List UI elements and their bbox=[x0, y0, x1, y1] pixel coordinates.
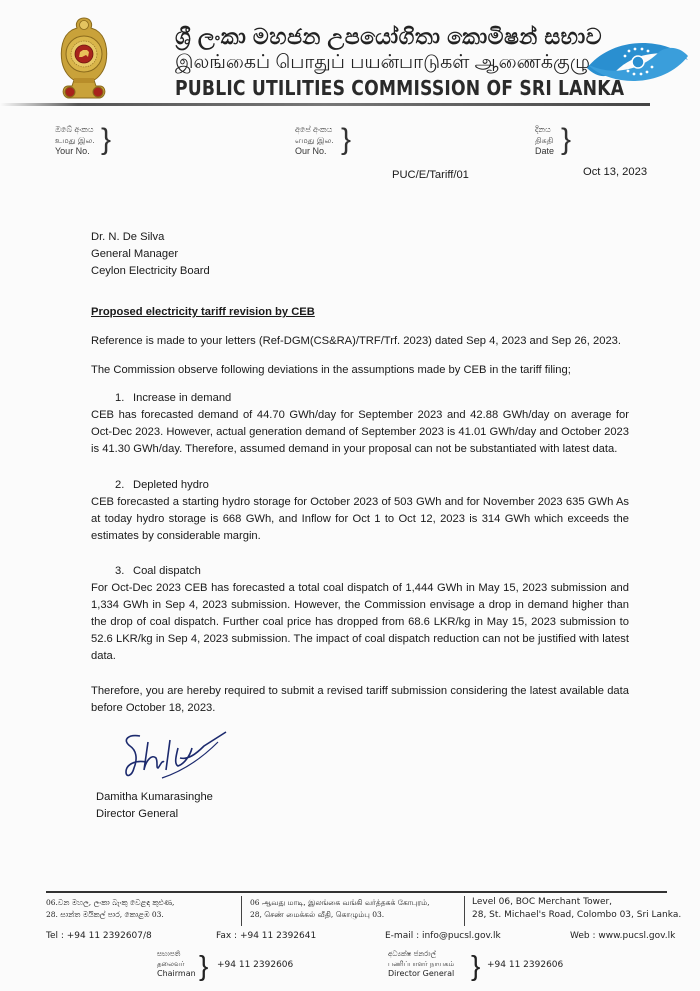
your-no-label-tamil: உமது இல. bbox=[55, 136, 95, 145]
brace-icon: } bbox=[101, 123, 112, 156]
item-body-hydro: CEB forecasted a starting hydro storage for October 2023 of 503 GWh and for November 2023 635 GWh As at today hydro storage is 668 GWh, and Inflow for Oct 1 to Oct 12, 2023 is 314 GWh which exceeds the estimates by considerable margin. bbox=[91, 496, 629, 542]
footer-address-sinhala bbox=[46, 897, 174, 921]
recipient-organization: Ceylon Electricity Board bbox=[91, 265, 210, 277]
brace-icon: } bbox=[199, 950, 209, 981]
item-number: 2. bbox=[115, 479, 125, 491]
address-line: 06 ஆவது மாடி, இலங்கை வங்கி வர்த்தகக் கோபுரம், bbox=[250, 898, 430, 907]
signatory-name: Damitha Kumarasinghe bbox=[96, 791, 213, 803]
header-divider bbox=[0, 103, 650, 106]
date-label-sinhala: දිනය bbox=[535, 125, 551, 134]
brace-icon: } bbox=[341, 123, 352, 156]
item-heading-coal bbox=[115, 563, 201, 580]
item-heading-text: Increase in demand bbox=[133, 392, 232, 404]
item-heading-hydro bbox=[115, 477, 209, 494]
director-general-label bbox=[388, 949, 454, 979]
date-label bbox=[535, 124, 554, 157]
date-label-english: Date bbox=[535, 146, 555, 156]
org-name-tamil: இலங்கைப் பொதுப் பயன்பாடுகள் ஆணைக்குழு bbox=[175, 52, 591, 73]
item-heading-demand bbox=[115, 390, 231, 407]
footer-address-english bbox=[472, 896, 681, 922]
chairman-label bbox=[157, 949, 196, 979]
item-heading-text: Depleted hydro bbox=[133, 479, 209, 491]
signatory-block bbox=[96, 789, 213, 823]
reference-paragraph: Reference is made to your letters (Ref-DGM(CS&RA)/TRF/Trf. 2023) dated Sep 4, 2023 and Sep 26, 2023. bbox=[91, 335, 621, 347]
chairman-label-english: Chairman bbox=[157, 969, 196, 978]
item-number: 3. bbox=[115, 565, 125, 577]
item-heading-text: Coal dispatch bbox=[133, 565, 201, 577]
brace-icon: } bbox=[561, 123, 572, 156]
signature-icon bbox=[118, 728, 228, 784]
footer-tel: Tel : +94 11 2392607/8 bbox=[46, 931, 152, 941]
address-line: 28, செண் மைக்கல் வீதி, கொழும்பு 03. bbox=[250, 910, 385, 919]
item-number: 1. bbox=[115, 392, 125, 404]
signatory-title: Director General bbox=[96, 808, 179, 820]
our-no-label-sinhala: අපේ අංකය bbox=[295, 125, 333, 134]
org-name-sinhala: ශ්‍රී ලංකා මහජන උපයෝගිතා කොමිෂන් සභාව bbox=[175, 24, 603, 49]
your-no-label-english: Your No. bbox=[55, 146, 90, 156]
footer-separator bbox=[241, 896, 242, 926]
footer-divider bbox=[46, 891, 667, 893]
footer-email-link[interactable]: E-mail : info@pucsl.gov.lk bbox=[385, 931, 501, 941]
footer-fax: Fax : +94 11 2392641 bbox=[216, 931, 317, 941]
chairman-phone: +94 11 2392606 bbox=[217, 960, 294, 970]
dg-label-english: Director General bbox=[388, 969, 455, 978]
chairman-label-sinhala: සභාපති bbox=[157, 950, 181, 958]
footer-address-tamil bbox=[250, 897, 430, 921]
brace-icon: } bbox=[471, 950, 481, 981]
closing-paragraph: Therefore, you are hereby required to submit a revised tariff submission considering the latest available data before October 18, 2023. bbox=[91, 685, 629, 714]
your-no-label bbox=[55, 124, 95, 157]
dg-label-tamil: பணிப்பாளர் நாயகம் bbox=[388, 960, 455, 968]
address-line: Level 06, BOC Merchant Tower, bbox=[472, 897, 613, 907]
our-no-label-tamil: எமது இல. bbox=[295, 136, 334, 145]
our-no-label bbox=[295, 124, 333, 157]
our-no-label-english: Our No. bbox=[295, 146, 327, 156]
dg-label-sinhala: අධ්‍යක්ෂ ජනරාල් bbox=[388, 950, 436, 958]
footer-web-link[interactable]: Web : www.pucsl.gov.lk bbox=[570, 931, 676, 941]
observation-intro: The Commission observe following deviations in the assumptions made by CEB in the tariff filing; bbox=[91, 364, 571, 376]
org-name-english: PUBLIC UTILITIES COMMISSION OF SRI LANKA bbox=[175, 76, 625, 100]
item-body-demand: CEB has forecasted demand of 44.70 GWh/day for September 2023 and 42.88 GWh/day on average for Oct-Dec 2023. However, actual generation demand of September 2023 is 41.01 GWh/day and October 2023 is 41.30 GWh/day. Therefore, assumed demand in your proposal can not be substantiated with latest data. bbox=[91, 409, 629, 455]
footer-separator bbox=[464, 896, 465, 926]
recipient-address bbox=[91, 229, 210, 280]
address-line: 06.වන මහල, ලංකා බැංකු වෙළඳ කුළුණ, bbox=[46, 898, 175, 907]
item-body-coal: For Oct-Dec 2023 CEB has forecasted a total coal dispatch of 1,444 GWh in May 15, 2023 submission and 1,334 GWh in Sep 4, 2023 submission. However, the Commission envisage a drop in demand higher than the drop of coal dispatch. Further coal price has dropped from 68.6 LKR/kg in May 15, 2023 submission to 52.6 LKR/kg in Sep 4, 2023 submission. The impact of coal dispatch reduction can not be justified with latest data. bbox=[91, 582, 629, 662]
recipient-title: General Manager bbox=[91, 248, 179, 260]
our-no-value: PUC/E/Tariff/01 bbox=[392, 169, 469, 181]
address-line: 28. සාන්ත මයිකල් පාර, කොළඹ 03. bbox=[46, 910, 164, 919]
your-no-label-sinhala: ඔබේ අංකය bbox=[55, 125, 94, 134]
address-line: 28, St. Michael's Road, Colombo 03, Sri Lanka. bbox=[472, 910, 682, 920]
sri-lanka-emblem-icon bbox=[60, 16, 108, 100]
director-general-phone: +94 11 2392606 bbox=[487, 960, 564, 970]
chairman-label-tamil: தலைவர் bbox=[157, 960, 185, 968]
date-label-tamil: திகதி bbox=[535, 136, 554, 145]
recipient-name: Dr. N. De Silva bbox=[91, 231, 165, 243]
pucsl-logo-icon bbox=[585, 38, 690, 86]
date-value: Oct 13, 2023 bbox=[583, 166, 648, 178]
letter-subject: Proposed electricity tariff revision by CEB bbox=[91, 306, 315, 318]
